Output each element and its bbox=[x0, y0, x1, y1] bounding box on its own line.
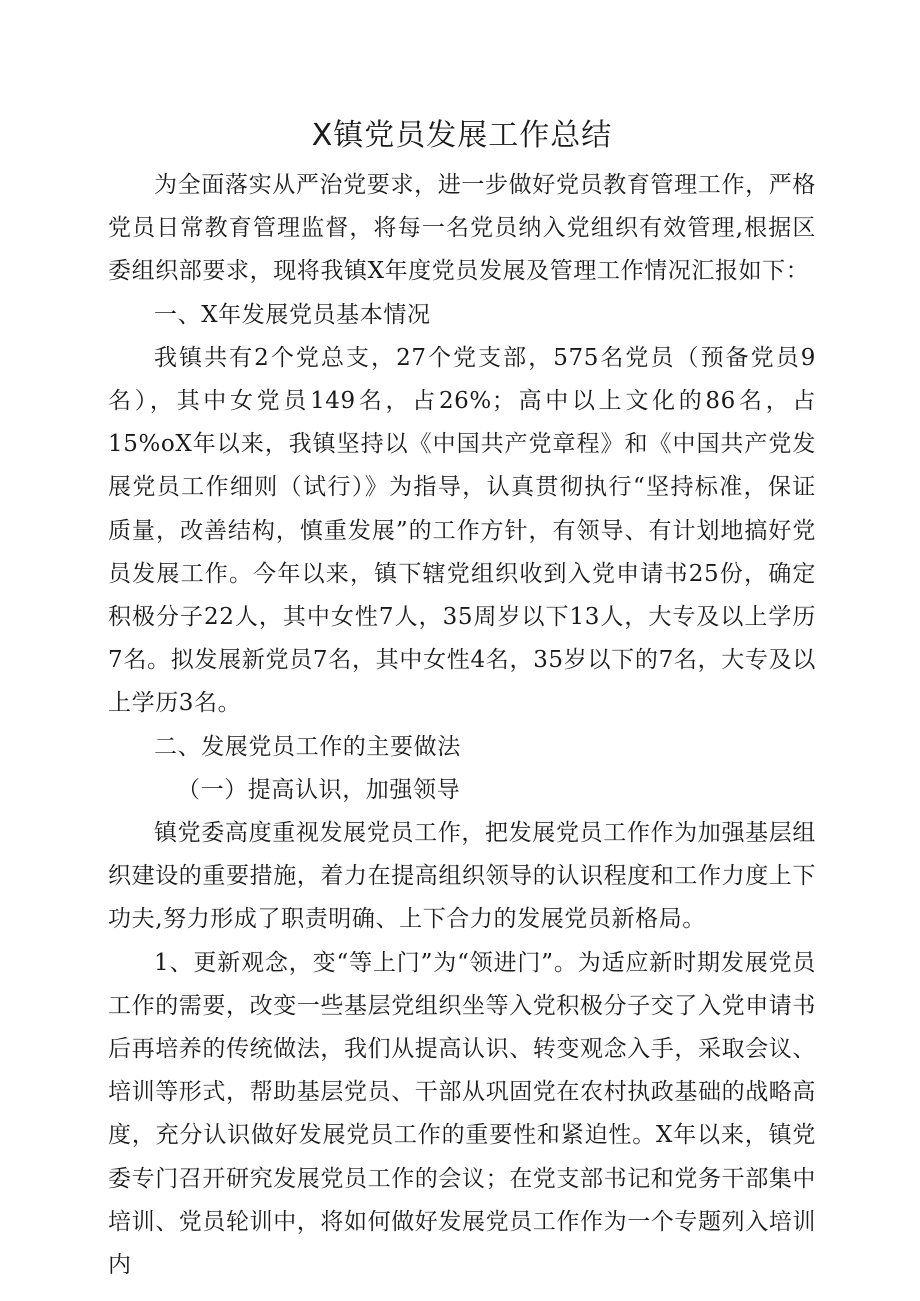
document-page bbox=[108, 110, 816, 1287]
section-heading-2: 二、发展党员工作的主要做法 bbox=[154, 733, 461, 760]
document-title: X镇党员发展工作总结 bbox=[311, 118, 613, 153]
paragraph-basic-situation: 我镇共有2个党总支，27个党支部，575名党员（预备党员9名），其中女党员149名，占26%；高中以上文化的86名，占15%oX年以来，我镇坚持以《中国共产党章程》和《中国共产党发展党员工作细则（试行）》为指导，认真贯彻执行“坚持标准，保证质量，改善结构，慎重发展”的工作方针，有领导、有计划地搞好党员发展工作。今年以来，镇下辖党组织收到入党申请书25份，确定积极分子22人，其中女性7人，35周岁以下13人，大专及以上学历7名。拟发展新党员7名，其中女性4名，35岁以下的7名，大专及以上学历3名。 bbox=[108, 344, 816, 717]
paragraph-intro: 为全面落实从严治党要求，进一步做好党员教育管理工作，严格党员日常教育管理监督，将每一名党员纳入党组织有效管理,根据区委组织部要求，现将我镇X年度党员发展及管理工作情况汇报如下： bbox=[108, 172, 816, 285]
paragraph-update-concept: 1、更新观念，变“等上门”为“领进门”。为适应新时期发展党员工作的需要，改变一些基层党组织坐等入党积极分子交了入党申请书后再培养的传统做法，我们从提高认识、转变观念入手，采取会议、培训等形式，帮助基层党员、干部从巩固党在农村执政基础的战略高度，充分认识做好发展党员工作的重要性和紧迫性。X年以来，镇党委专门召开研究发展党员工作的会议；在党支部书记和党务干部集中培训、党员轮训中，将如何做好发展党员工作作为一个专题列入培训内 bbox=[108, 949, 816, 1279]
paragraph-leadership: 镇党委高度重视发展党员工作，把发展党员工作作为加强基层组织建设的重要措施，着力在提高组织领导的认识程度和工作力度上下功夫,努力形成了职责明确、上下合力的发展党员新格局。 bbox=[108, 820, 816, 933]
subsection-heading-1: （一）提高认识，加强领导 bbox=[177, 776, 461, 803]
section-heading-1: 一、X年发展党员基本情况 bbox=[154, 301, 431, 328]
